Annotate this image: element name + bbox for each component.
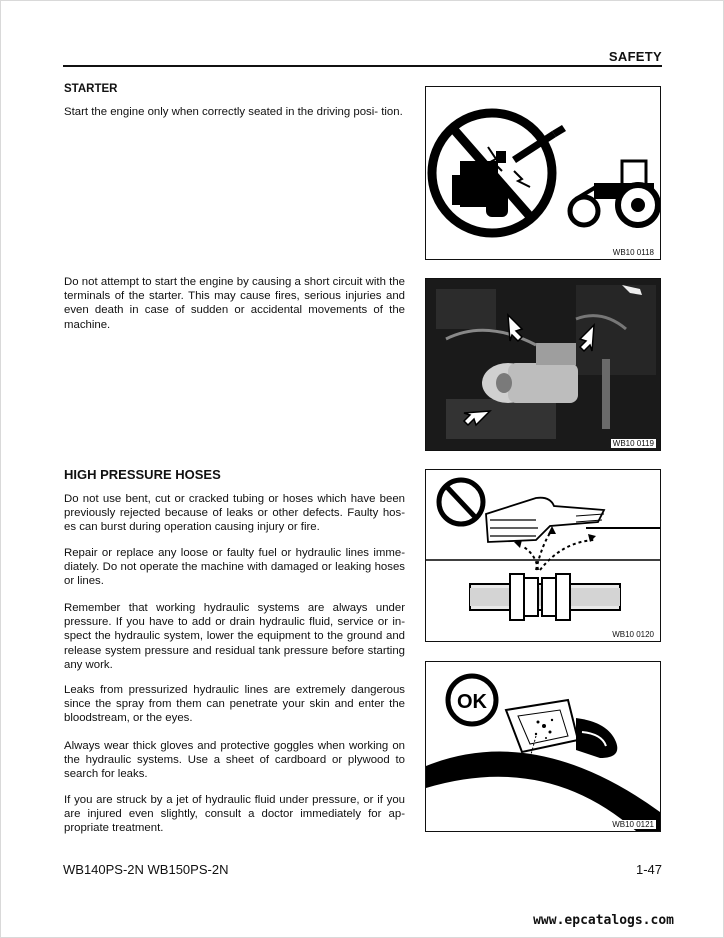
figure-label: WB10 0119: [612, 439, 654, 448]
hoses-paragraph-2: Repair or replace any loose or faulty fuel or hydraulic lines imme- diately. Do not operate the machine with damaged or leaking hoses or lines.: [64, 547, 405, 588]
hoses-paragraph-3: Remember that working hydraulic systems are always under pressure. If you have to add or drain hydraulic fluid, service or in- spect the hydraulic system, lower the equipment to the ground and release system pressure and residual tank pressure before starting any work.: [64, 602, 405, 671]
cardboard-check-illustration: [426, 662, 660, 831]
ok-badge: OK: [457, 691, 487, 713]
figure-label: WB10 0118: [612, 248, 654, 257]
section-heading-hoses: HIGH PRESSURE HOSES: [64, 467, 221, 482]
section-heading-starter: STARTER: [64, 83, 118, 95]
header-divider: [63, 65, 662, 67]
page-header-title: SAFETY: [608, 49, 662, 64]
starter-paragraph-1: Start the engine only when correctly seated in the driving posi- tion.: [64, 106, 403, 118]
hoses-paragraph-6: If you are struck by a jet of hydraulic fluid under pressure, or if you are injured even slightly, consult a doctor immediately for ap- propriate treatment.: [64, 794, 405, 835]
hoses-paragraph-5: Always wear thick gloves and protective goggles when working on the hydraulic systems. Use a sheet of cardboard or plywood to search for leaks.: [64, 740, 405, 781]
starter-paragraph-2: Do not attempt to start the engine by causing a short circuit with the terminals of the starter. This may cause fires, serious injuries and even death in case of sudden or accidental movements of the machine.: [64, 276, 405, 331]
figure-no-short-circuit: [425, 86, 661, 260]
hoses-paragraph-1: Do not use bent, cut or cracked tubing or hoses which have been previously rejected because of leaks or other defects. Faulty hos- es can burst during operation causing injury or fire.: [64, 493, 405, 534]
figure-hand-leak: [425, 469, 661, 642]
no-short-circuit-illustration: [426, 87, 660, 259]
figure-cardboard-check: [425, 661, 661, 832]
watermark-url: www.epcatalogs.com: [533, 913, 674, 928]
footer-page-number: 1-47: [635, 862, 662, 877]
figure-starter-photo: [425, 278, 661, 451]
starter-motor-photo: [426, 279, 660, 450]
figure-label: WB10 0120: [612, 630, 654, 639]
hand-leak-illustration: [426, 470, 660, 641]
footer-model: WB140PS-2N WB150PS-2N: [63, 862, 229, 877]
hoses-paragraph-4: Leaks from pressurized hydraulic lines are extremely dangerous since the spray from them can penetrate your skin and enter the bloodstream, or the eyes.: [64, 684, 405, 725]
figure-label: WB10 0121: [612, 820, 654, 829]
